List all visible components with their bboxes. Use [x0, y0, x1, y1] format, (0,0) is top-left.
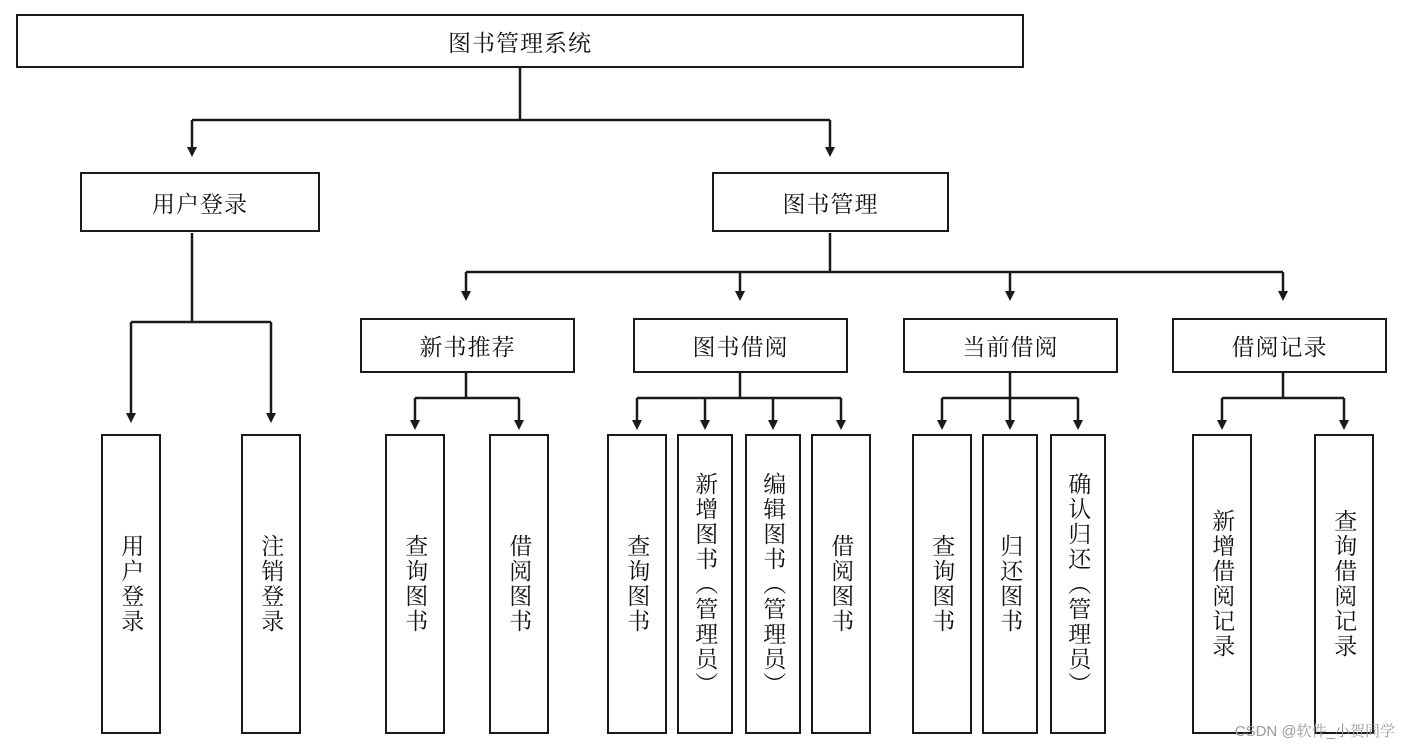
node-leaf-new-borrow-book-label: 借阅图书 [506, 534, 533, 634]
node-book-management[interactable] [712, 172, 949, 232]
node-leaf-user-login[interactable] [101, 434, 161, 734]
node-root-label: 图书管理系统 [448, 29, 592, 56]
node-leaf-confirm-return-admin-label: 确认归还（管理员） [1065, 471, 1092, 697]
node-leaf-add-book-admin[interactable] [677, 434, 733, 734]
node-leaf-query-borrow-record-label: 查询借阅记录 [1331, 509, 1358, 659]
node-leaf-new-borrow-book[interactable] [489, 434, 549, 734]
node-leaf-edit-book-admin-label: 编辑图书（管理员） [760, 471, 787, 697]
node-borrow-record-label: 借阅记录 [1231, 334, 1328, 360]
node-book-borrow[interactable] [633, 318, 848, 373]
node-leaf-confirm-return-admin[interactable] [1050, 434, 1106, 734]
node-book-management-label: 图书管理 [782, 190, 879, 217]
node-leaf-borrow-query-book-label: 查询图书 [624, 534, 651, 634]
node-leaf-edit-book-admin[interactable] [745, 434, 801, 734]
node-borrow-record[interactable] [1172, 318, 1387, 373]
node-new-book-recommend[interactable] [360, 318, 575, 373]
node-leaf-borrow-book[interactable] [811, 434, 871, 734]
node-book-borrow-label: 图书借阅 [692, 334, 789, 360]
node-leaf-add-book-admin-label: 新增图书（管理员） [692, 471, 719, 697]
node-leaf-user-login-label: 用户登录 [118, 534, 145, 634]
node-current-borrow-label: 当前借阅 [962, 334, 1059, 360]
node-root[interactable] [16, 14, 1024, 68]
node-leaf-add-borrow-record[interactable] [1192, 434, 1252, 734]
node-user-login-label: 用户登录 [152, 190, 248, 217]
watermark: CSDN @软件_小贺同学 [1234, 723, 1395, 740]
node-leaf-borrow-book-label: 借阅图书 [828, 534, 855, 634]
node-leaf-query-borrow-record[interactable] [1314, 434, 1374, 734]
node-leaf-new-query-book-label: 查询图书 [402, 534, 429, 634]
node-leaf-logout[interactable] [241, 434, 301, 734]
node-leaf-new-query-book[interactable] [385, 434, 445, 734]
node-leaf-return-book[interactable] [982, 434, 1038, 734]
node-user-login[interactable] [80, 172, 320, 232]
node-leaf-logout-label: 注销登录 [258, 534, 285, 634]
node-leaf-borrow-query-book[interactable] [607, 434, 667, 734]
node-new-book-recommend-label: 新书推荐 [419, 334, 516, 360]
node-leaf-current-query-book-label: 查询图书 [929, 534, 956, 634]
node-leaf-return-book-label: 归还图书 [997, 534, 1024, 634]
node-leaf-add-borrow-record-label: 新增借阅记录 [1209, 509, 1236, 659]
node-current-borrow[interactable] [903, 318, 1118, 373]
node-leaf-current-query-book[interactable] [912, 434, 972, 734]
